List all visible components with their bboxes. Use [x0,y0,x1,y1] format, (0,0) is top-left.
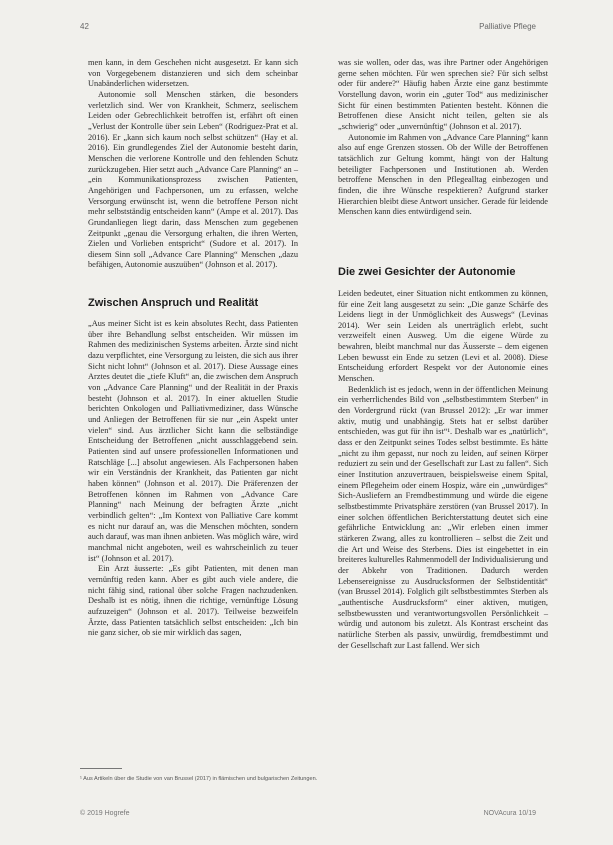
left-column [88,58,298,639]
right-column [338,58,548,651]
paragraph: Ein Arzt äusserte: „Es gibt Patienten, mit denen man vernünftig reden kann. Aber es gibt auch viele andere, die nicht fähig sind, rational über solche Fragen nachzudenken. Deshalb ist es nötig, ihnen die richtige, vernünftige Lösung aufzuzeigen“ (Johnson et al. 2017). Teilweise bezweifeln Ärzte, dass Patienten tatsächlich selbst entscheiden: „Ich bin nie ganz sicher, ob sie mir wirklich das sagen, [88,564,298,638]
paragraph: Autonomie soll Menschen stärken, die besonders verletzlich sind. Wer von Krankheit, Schmerz, seelischem Leiden oder Gebrechlichkeit betroffen ist, erfährt oft einen „Verlust der Kontrolle über sein Leben“ (Rodriguez-Prat et al. 2016). Er „kann sich kaum noch selbst schützen“ (Hay et al. 2016). Ein grundlegendes Ziel der Autonomie besteht darin, Menschen die verlorene Kontrolle und den fehlenden Schutz zurückzugeben. Hier setzt auch „Advance Care Planning“ an – „ein Kommunikationsprozess zwischen Patienten, Angehörigen und Fachpersonen, um zu erfassen, welche Versorgung erwünscht ist, wenn die betroffene Person nicht mehr selbstständig entscheiden kann“ (Ampe et al. 2017). Das Grundanliegen liegt darin, dass Menschen zum gegebenen Zeitpunkt „genau die Versorgung erhalten, die ihren Werten, Zielen und Vorlieben entspricht“ (Sudore et al. 2017). In diesem Sinn soll „Advance Care Planning“ Menschen „dazu befähigen, Autonomie auszuüben“ (Johnson et al. 2017). [88,89,298,270]
copyright: © 2019 Hogrefe [80,810,130,817]
paragraph: Leiden bedeutet, einer Situation nicht entkommen zu können, für eine Zeit lang ausgesetzt zu sein: „Die ganze Schärfe des Leidens liegt in der Unmöglichkeit des Auswegs“ (Levinas 2014). Wer sein Leiden als unerträglich erlebt, sucht verzweifelt einen Ausweg. Um die eigene Würde zu bewahren, bleibt manchmal nur das Äusserste – dem eigenen Leben bewusst ein Ende zu setzen (Levi et al. 2008). Diese Entscheidung erfordert Respekt vor der Autonomie eines Menschen. [338,288,548,384]
journal-issue: NOVAcura 10/19 [483,810,536,817]
footnote: ¹ Aus Artikeln über die Studie von van Brussel (2017) in flämischen und bulgarischen Zeitungen. [80,776,318,782]
paragraph: „Aus meiner Sicht ist es kein absolutes Recht, dass Patienten über ihre Behandlung selbst entscheiden. Wir müssen im Rahmen des medizinischen Systems arbeiten. Ärzte sind nicht dazu verpflichtet, eine Versorgung zu leisten, die sich aus ihrer Sicht nicht lohnt“ (Johnson et al. 2017). Diese Aussage eines Arztes deutet die „tiefe Kluft“ an, die zwischen dem Anspruch von „Advance Care Planning“ und der Realität in der Praxis besteht (Johnson et al. 2017). In einer aktuellen Studie berichten Onkologen und Palliativmediziner, dass Wünsche und Anliegen der Betroffenen für sie nur „ein Aspekt unter vielen“ sind. Aus ärztlicher Sicht kann die selbständige Entscheidung der Betroffenen „nicht ausschlaggebend sein. Patienten sind auf unsere professionellen Informationen und Ratschläge [...] absolut angewiesen. Als Fachpersonen haben wir ein Verständnis der Krankheit, das Patienten gar nicht haben können“ (Johnson et al. 2017). Die Präferenzen der Betroffenen können im Rahmen von „Advance Care Planning“ nach Meinung der befragten Ärzte „nicht verbindlich gelten“: „Im Kontext von Palliative Care kommt es nicht nur darauf an, was die Menschen möchten, sondern auch darauf, was man ihnen anbieten. Was möglich wäre, wird manchmal nicht angeboten, weil es wahrscheinlich zu teuer ist“ (Johnson et al. 2017). [88,319,298,563]
running-title: Palliative Pflege [479,22,536,31]
paragraph: was sie wollen, oder das, was ihre Partner oder Angehörigen gerne sehen möchten. Für wen sprechen sie? Für sich selbst oder für andere?“ Häufig haben Ärzte eine ganz bestimmte Vorstellung davon, worin ein „guter Tod“ aus medizinischer Sicht für einen bestimmten Patienten besteht. Können die Betroffenen diese Ansicht nicht teilen, gelten sie als „schwierig“ oder „unvernünftig“ (Johnson et al. 2017). [338,58,548,131]
paragraph: men kann, in dem Geschehen nicht ausgesetzt. Er kann sich von Vorgegebenem distanzieren und sich dem scheinbar Unabänderlichen widersetzen. [88,58,298,89]
page-number: 42 [80,22,89,31]
paragraph: Bedenklich ist es jedoch, wenn in der öffentlichen Meinung ein verherrlichendes Bild von „selbstbestimmtem Sterben“ in den Vordergrund rückt (van Brussel 2012): „Er war immer aktiv, mutig und unabhängig. Stets hat er selbst darüber entschieden, was gut für ihn ist“¹. Deshalb war es „natürlich“, dass er den Zeitpunkt seines Todes selbst bestimmte. Es hätte „nicht zu ihm gepasst, nur noch zu leiden, auf seinen Körper reduziert zu sein und der Gesellschaft zur Last zu fallen“. Sich einer Institution anzuvertrauen, beispielsweise einem Spital, einem Pflegeheim oder einem Hospiz, wäre ein „unwürdiges“ Sich-Ausliefern an Fremdbestimmung und würde die eigene selbstbestimmte Privatsphäre zerstören (van Brussel 2017). In einer solchen öffentlichen Berichterstattung deutet sich eine gefährliche Entwicklung an: „Wir erleben einen immer stärkeren Zwang, alles zu kontrollieren – selbst die Zeit und die Art und Weise des Sterbens. Dies ist eingebettet in ein breiteres kulturelles Rahmenmodell der Individualisierung und der Abkehr von Traditionen. Dadurch werden Lebensereignisse zu Ausdrucksformen der Selbstidentität“ (van Brussel 2014). Folglich gilt selbstbestimmtes Sterben als „authentische Ausdrucksform“ einer aktiven, mutigen, selbstbewussten und verantwortungsvollen Persönlichkeit – würdig und autonom bis zuletzt. Als Kontrast erscheint das natürliche Sterben als passiv, unwürdig, fremdbestimmt und der Gesellschaft zur Last fallend. Wer sich [338,384,548,650]
section-heading: Die zwei Gesichter der Autonomie [338,265,516,278]
footnote-divider [80,768,122,769]
section-heading: Zwischen Anspruch und Realität [88,297,259,310]
paragraph: Autonomie im Rahmen von „Advance Care Planning“ kann also auf enge Grenzen stossen. Ob der Wille der Betroffenen tatsächlich zur Geltung kommt, hängt von der Haltung beteiligter Fachpersonen und Institutionen ab. Werden betroffene Menschen in den Pflegealltag einbezogen und finden, die ihre Wünsche respektieren? Aufgrund starker Hierarchien bleibt diese Antwort unsicher. Gerade für leidende Menschen kann dies entwürdigend sein. [338,132,548,217]
